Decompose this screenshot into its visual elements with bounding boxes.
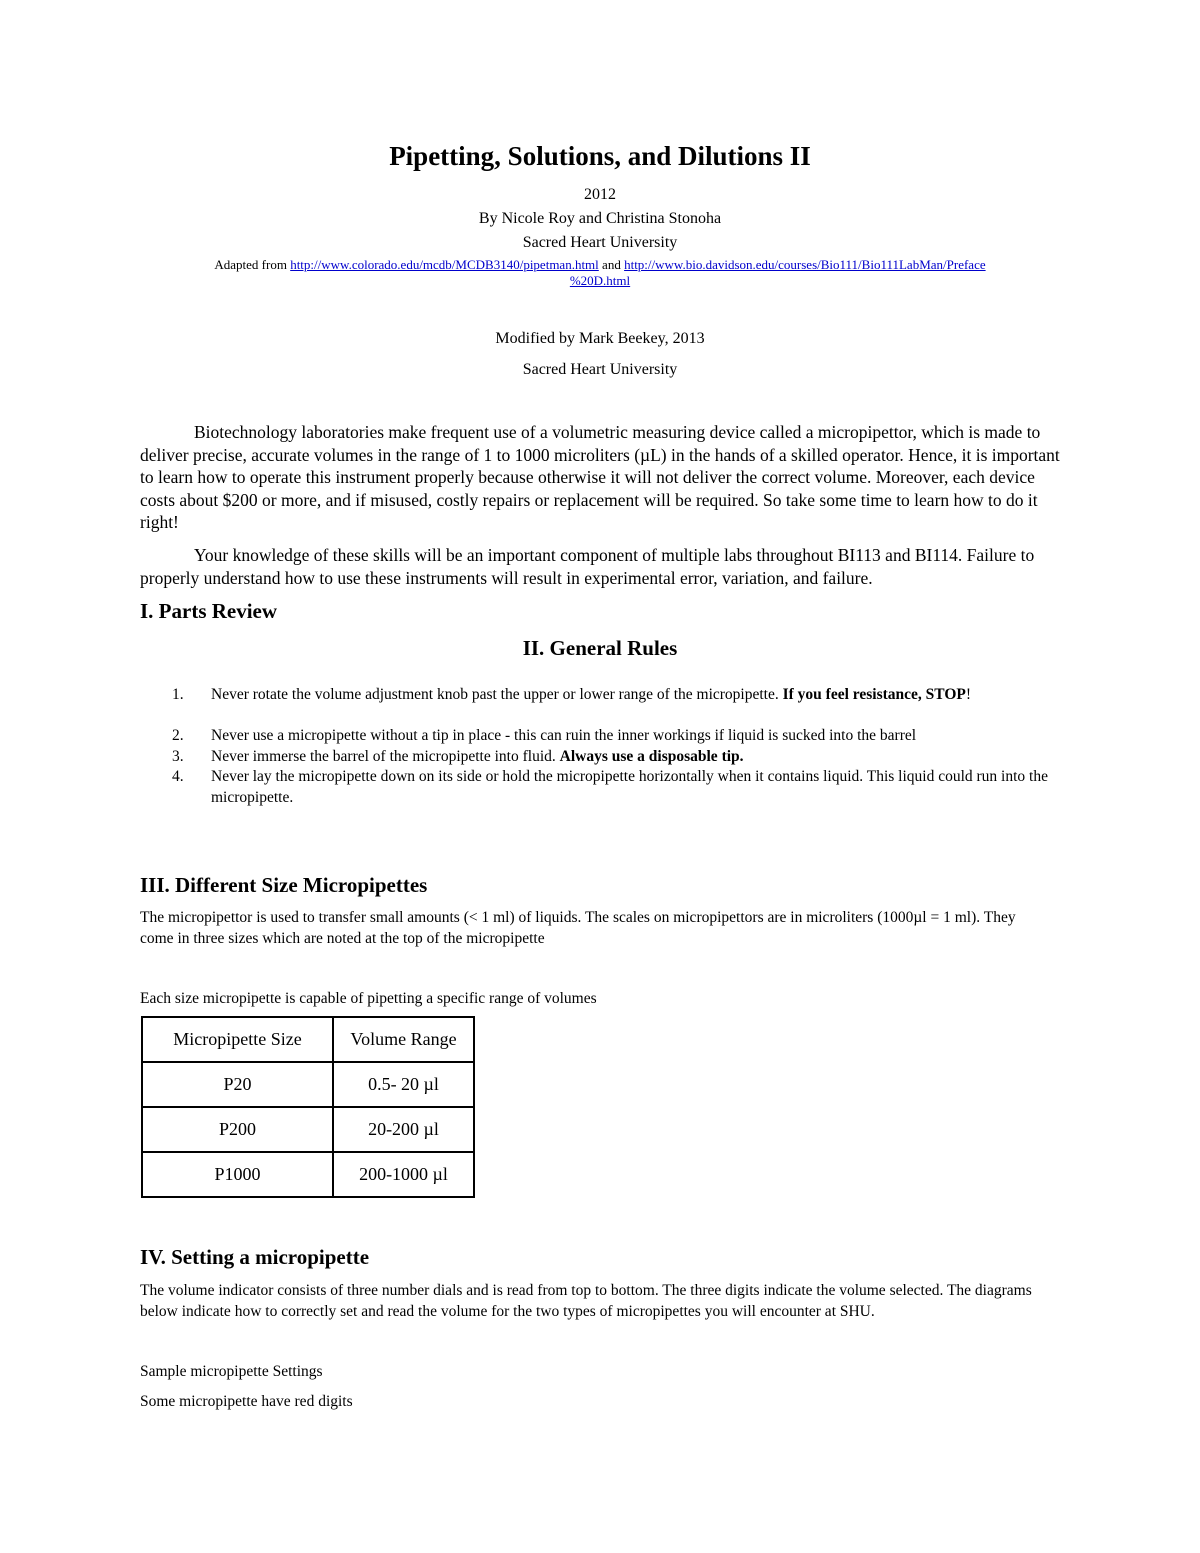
intro-paragraph-1: Biotechnology laboratories make frequent use of a volumetric measuring device called a micropipettor, which is made to deliver precise, accurate volumes in the range of 1 to 1000 microliters (µL) in the hands of a skilled operator. Hence, it is important to learn how to operate this instrument properly because otherwise it will not deliver the correct volume. Moreover, each device costs about $200 or more, and if misused, costly repairs or replacement will be required. So take some time to learn how to do it right! <box>140 422 1060 532</box>
davidson-link-continued[interactable]: %20D.html <box>569 273 631 288</box>
section-parts-review: I. Parts Review <box>140 599 278 623</box>
range-intro: Each size micropipette is capable of pipetting a specific range of volumes <box>140 990 597 1007</box>
table-header-cell: Volume Range <box>333 1017 474 1062</box>
table-cell: 20-200 µl <box>333 1107 474 1152</box>
table-cell: P20 <box>142 1062 333 1107</box>
document-year: 2012 <box>584 186 616 203</box>
adapted-from-prefix: Adapted from <box>214 257 291 272</box>
table-cell: 0.5- 20 µl <box>333 1062 474 1107</box>
list-item: 1. Never rotate the volume adjustment knob past the upper or lower range of the micropipette. If you feel resistance, STOP! <box>172 686 972 703</box>
table-cell: 200-1000 µl <box>333 1152 474 1197</box>
davidson-link[interactable]: http://www.bio.davidson.edu/courses/Bio111/Bio111LabMan/Preface <box>624 257 986 272</box>
intro-paragraph-2: Your knowledge of these skills will be an important component of multiple labs throughout BI113 and BI114. Failure to properly understand how to use these instruments will result in experimental error, variation, and failure. <box>140 545 1035 588</box>
modified-institution: Sacred Heart University <box>522 361 678 378</box>
section-general-rules: II. General Rules <box>522 636 678 660</box>
list-item: 3. Never immerse the barrel of the micropipette into fluid. Always use a disposable tip. <box>172 748 744 765</box>
table-row <box>142 1152 474 1197</box>
red-digits-note: Some micropipette have red digits <box>140 1393 353 1410</box>
sample-settings-label: Sample micropipette Settings <box>140 1363 323 1380</box>
document-title: Pipetting, Solutions, and Dilutions II <box>389 141 811 171</box>
table-cell: P200 <box>142 1107 333 1152</box>
document-institution: Sacred Heart University <box>522 234 678 251</box>
table-header-cell: Micropipette Size <box>142 1017 333 1062</box>
document-authors: By Nicole Roy and Christina Stonoha <box>478 210 722 227</box>
setting-paragraph: The volume indicator consists of three number dials and is read from top to bottom. The three digits indicate the volume selected. The diagrams below indicate how to correctly set and read the volume for the two types of micropipettes you will encounter at SHU. <box>140 1282 1032 1320</box>
list-item: 4. Never lay the micropipette down on its side or hold the micropipette horizontally when it contains liquid. This liquid could run into the micropipette. <box>172 768 1048 806</box>
modified-by: Modified by Mark Beekey, 2013 <box>495 330 705 347</box>
colorado-link[interactable]: http://www.colorado.edu/mcdb/MCDB3140/pipetman.html <box>290 257 599 272</box>
table-row <box>142 1062 474 1107</box>
sizes-paragraph: The micropipettor is used to transfer small amounts (< 1 ml) of liquids. The scales on micropipettors are in microliters (1000µl = 1 ml). They come in three sizes which are noted at the top of the micropipette <box>140 909 1016 947</box>
list-item: 2. Never use a micropipette without a tip in place - this can ruin the inner workings if liquid is sucked into the barrel <box>172 727 917 744</box>
table-header-row <box>142 1017 474 1062</box>
adapted-from-line-2 <box>0 273 1200 289</box>
table-row <box>142 1107 474 1152</box>
volume-range-table <box>141 1016 475 1198</box>
section-different-sizes: III. Different Size Micropipettes <box>140 873 428 897</box>
section-setting: IV. Setting a micropipette <box>140 1245 370 1269</box>
table-cell: P1000 <box>142 1152 333 1197</box>
adapted-and: and <box>598 257 625 272</box>
adapted-from-line <box>0 257 1200 273</box>
